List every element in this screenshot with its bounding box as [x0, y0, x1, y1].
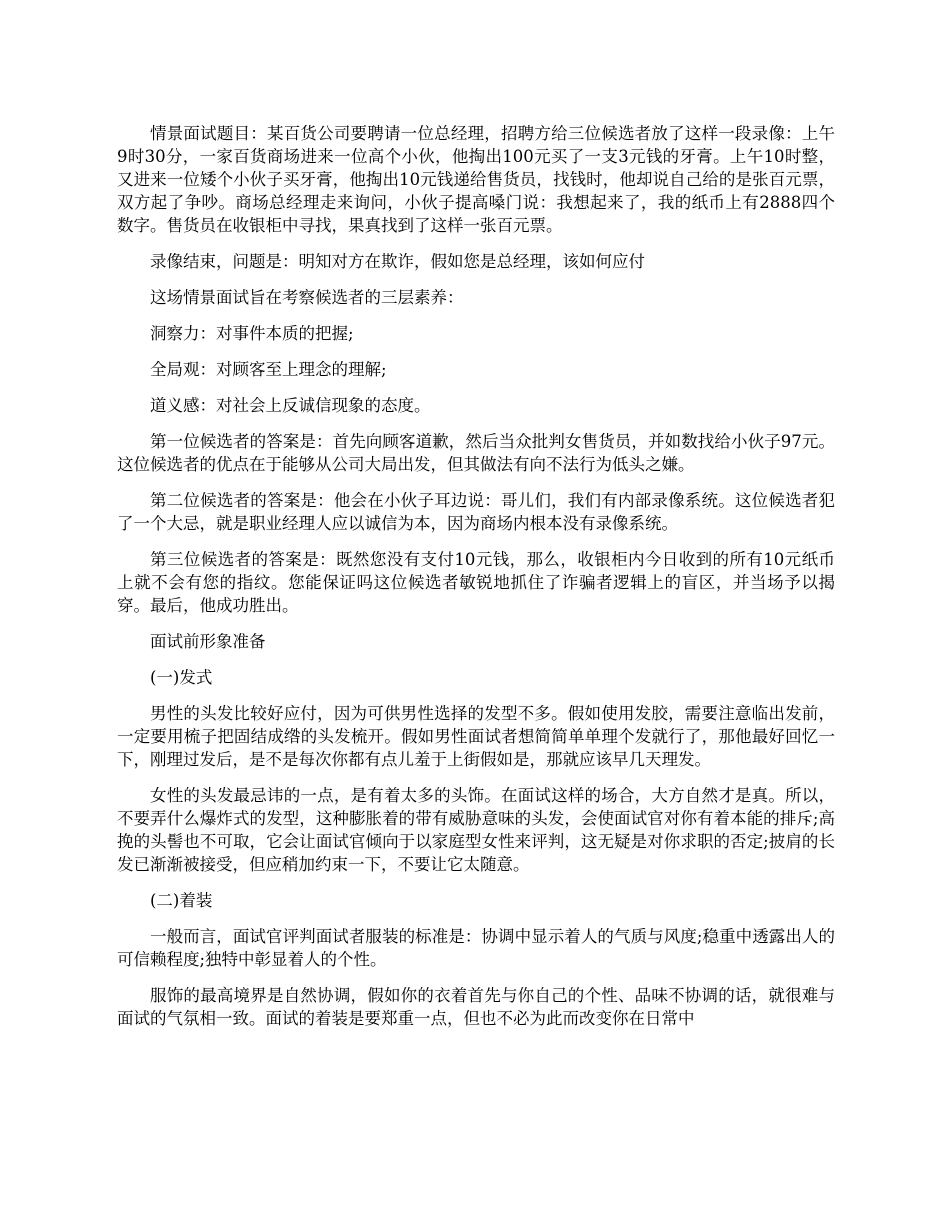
- paragraph-morality: 道义感：对社会上反诚信现象的态度。: [150, 396, 431, 415]
- paragraph-candidate-2: 第二位候选者的答案是：他会在小伙子耳边说：哥儿们，我们有内部录像系统。这位候选者犯了一个大忌，就是职业经理人应以诚信为本，因为商场内根本没有录像系统。: [117, 491, 835, 533]
- subheading-attire: (二)着装: [150, 891, 213, 910]
- document-body: [117, 122, 835, 1043]
- paragraph-female-hair: 女性的头发最忌讳的一点，是有着太多的头饰。在面试这样的场合，大方自然才是真。所以，不要弄什么爆炸式的发型，这种膨胀着的带有威胁意味的头发，会使面试官对你有着本能的排斥;高挽的头髻也不可取，它会让面试官倾向于以家庭型女性来评判，这无疑是对你求职的否定;披肩的长发已渐渐被接受，但应稍加约束一下，不要让它太随意。: [117, 786, 835, 874]
- paragraph-attire-harmony: 服饰的最高境界是自然协调，假如你的衣着首先与你自己的个性、品味不协调的话，就很难与面试的气氛相一致。面试的着装是要郑重一点，但也不必为此而改变你在日常中: [117, 986, 835, 1028]
- paragraph-candidate-3: 第三位候选者的答案是：既然您没有支付10元钱，那么，收银柜内今日收到的所有10元纸币上就不会有您的指纹。您能保证吗这位候选者敏锐地抓住了诈骗者逻辑上的盲区，并当场予以揭穿。最后，他成功胜出。: [117, 550, 835, 615]
- paragraph-attire-standard: 一般而言，面试官评判面试者服装的标准是：协调中显示着人的气质与风度;稳重中透露出人的可信赖程度;独特中彰显着人的个性。: [117, 927, 835, 969]
- subheading-hairstyle: (一)发式: [150, 668, 213, 687]
- paragraph-insight: 洞察力：对事件本质的把握;: [150, 324, 354, 343]
- paragraph-overall-view: 全局观：对顾客至上理念的理解;: [150, 360, 387, 379]
- paragraph-candidate-1: 第一位候选者的答案是：首先向顾客道歉，然后当众批判女售货员，并如数找给小伙子97元。这位候选者的优点在于能够从公司大局出发，但其做法有向不法行为低头之嫌。: [117, 432, 835, 474]
- paragraph-purpose: 这场情景面试旨在考察候选者的三层素养：: [150, 288, 464, 307]
- paragraph-male-hair: 男性的头发比较好应付，因为可供男性选择的发型不多。假如使用发胶，需要注意临出发前，一定要用梳子把固结成绺的头发梳开。假如男性面试者想简简单单理个发就行了，那他最好回忆一下，刚理过发后，是不是每次你都有点儿羞于上街假如是，那就应该早几天理发。: [117, 704, 835, 769]
- paragraph-question: 录像结束，问题是：明知对方在欺诈，假如您是总经理，该如何应付: [150, 252, 645, 271]
- section-heading-image-prep: 面试前形象准备: [150, 632, 266, 651]
- paragraph-scenario: 情景面试题目：某百货公司要聘请一位总经理，招聘方给三位候选者放了这样一段录像：上午9时30分，一家百货商场进来一位高个小伙，他掏出100元买了一支3元钱的牙膏。上午10时整，又进来一位矮个小伙子买牙膏，他掏出10元钱递给售货员，找钱时，他却说自己给的是张百元票，双方起了争吵。商场总经理走来询问，小伙子提高嗓门说：我想起来了，我的纸币上有2888四个数字。售货员在收银柜中寻找，果真找到了这样一张百元票。: [117, 124, 835, 235]
